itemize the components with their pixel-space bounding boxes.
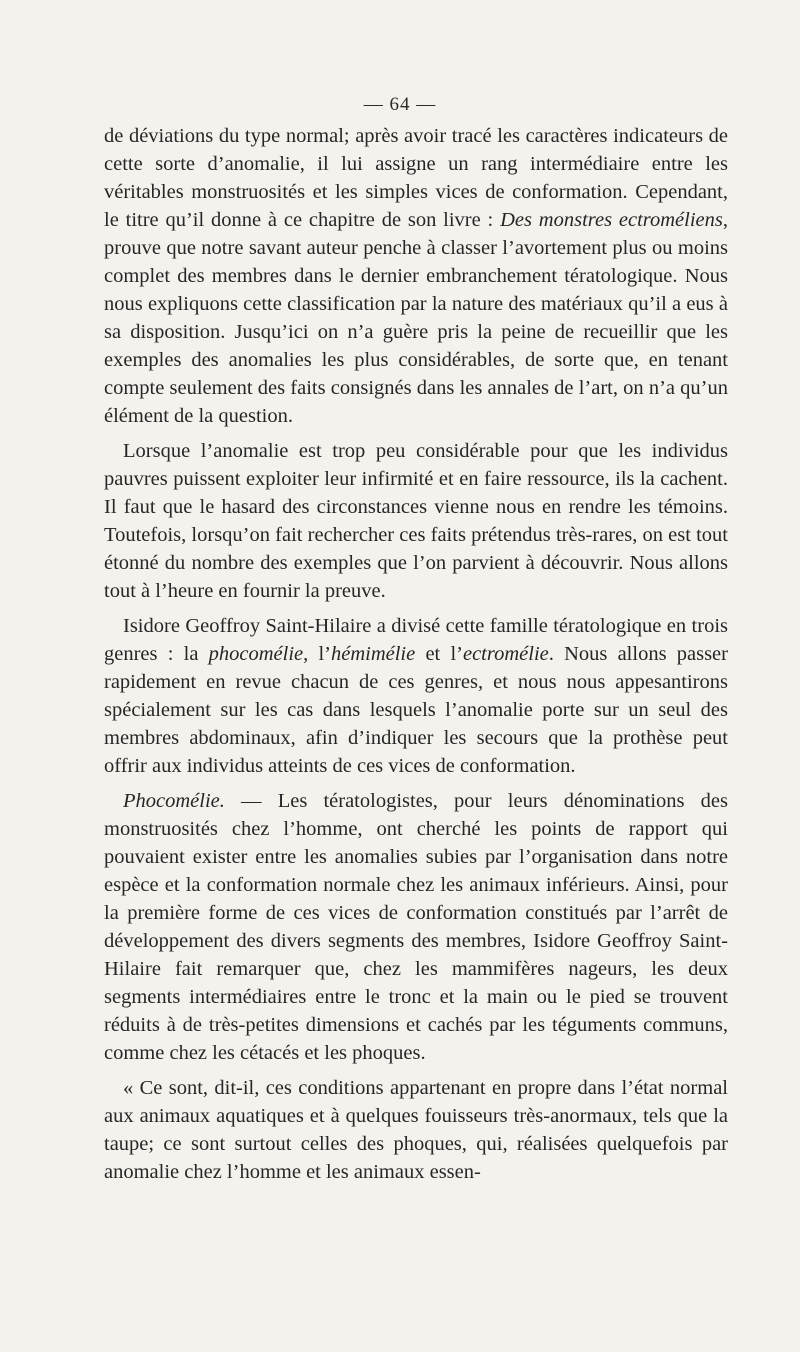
paragraph-2	[104, 437, 728, 605]
paragraph-3	[104, 612, 728, 780]
italic-term-hemimelie: hémimélie	[330, 643, 416, 665]
paragraph-1-text: de déviations du type normal; après avoir tracé les caractères indicateurs de cette sorte d’anomalie, il lui assigne un rang intermédiaire entre les véritables monstruosités et les simples vices de conformation. Cependant, le titre qu’il donne à ce chapitre de son livre :	[104, 125, 728, 231]
paragraph-1	[104, 122, 728, 430]
paragraph-5	[104, 1074, 728, 1186]
paragraph-2-text: Lorsque l’anomalie est trop peu considérable pour que les individus pauvres puissent exploiter leur infirmité et en faire ressource, ils la cachent. Il faut que le hasard des circonstances vienne nous en rendre les témoins. Toutefois, lorsqu’on fait rechercher ces faits prétendus très-rares, on est tout étonné du nombre des exemples que l’on parvient à découvrir. Nous allons tout à l’heure en fournir la preuve.	[104, 440, 728, 602]
paragraph-1-text-cont: , prouve que notre savant auteur penche à classer l’avortement plus ou moins complet des membres dans le dernier embranchement tératologique. Nous nous expliquons cette classification par la nature des matériaux qu’il a eus à sa disposition. Jusqu’ici on n’a guère pris la peine de recueillir que les exemples des anomalies les plus considérables, de sorte que, en tenant compte seulement des faits consignés dans les annales de l’art, on n’a qu’un élément de la question.	[104, 209, 728, 427]
body-text	[104, 122, 728, 1186]
paragraph-3-text: Isidore Geoffroy Saint-Hilaire a divisé cette famille tératologique en trois genres : la	[104, 615, 728, 665]
paragraph-3-sep-2: et l’	[415, 643, 463, 665]
paragraph-3-sep-1: , l’	[303, 643, 331, 665]
italic-term-phocomelie: phocomélie	[208, 643, 304, 665]
italic-term-ectromelie: ectromélie	[462, 643, 549, 665]
paragraph-5-text: « Ce sont, dit-il, ces conditions appartenant en propre dans l’état normal aux animaux aquatiques et à quelques fouisseurs très-anormaux, tels que la taupe; ce sont surtout celles des phoques, qui, réalisées quelquefois par anomalie chez l’homme et les animaux essen-	[104, 1077, 728, 1183]
paragraph-4	[104, 787, 728, 1067]
page-number: — 64 —	[363, 94, 437, 115]
section-heading-phocomelie: Phocomélie.	[123, 790, 225, 812]
italic-title-monstres-ectromeliens: Des monstres ectroméliens	[500, 209, 723, 231]
paragraph-3-text-cont: . Nous allons passer rapidement en revue chacun de ces genres, et nous nous appesantirons spécialement sur les cas dans lesquels l’anomalie porte sur un seul des membres abdominaux, afin d’indiquer les secours que la prothèse peut offrir aux individus atteints de ces vices de conformation.	[104, 643, 728, 777]
paragraph-4-text: — Les tératologistes, pour leurs dénominations des monstruosités chez l’homme, ont cherché les points de rapport qui pouvaient exister entre les anomalies subies par l’organisation dans notre espèce et la conformation normale chez les animaux inférieurs. Ainsi, pour la première forme de ces vices de conformation constitués par l’arrêt de développement des divers segments des membres, Isidore Geoffroy Saint-Hilaire fait remarquer que, chez les mammifères nageurs, les deux segments intermédiaires entre le tronc et la main ou le pied se trouvent réduits à de très-petites dimensions et cachés par les téguments communs, comme chez les cétacés et les phoques.	[104, 790, 728, 1064]
